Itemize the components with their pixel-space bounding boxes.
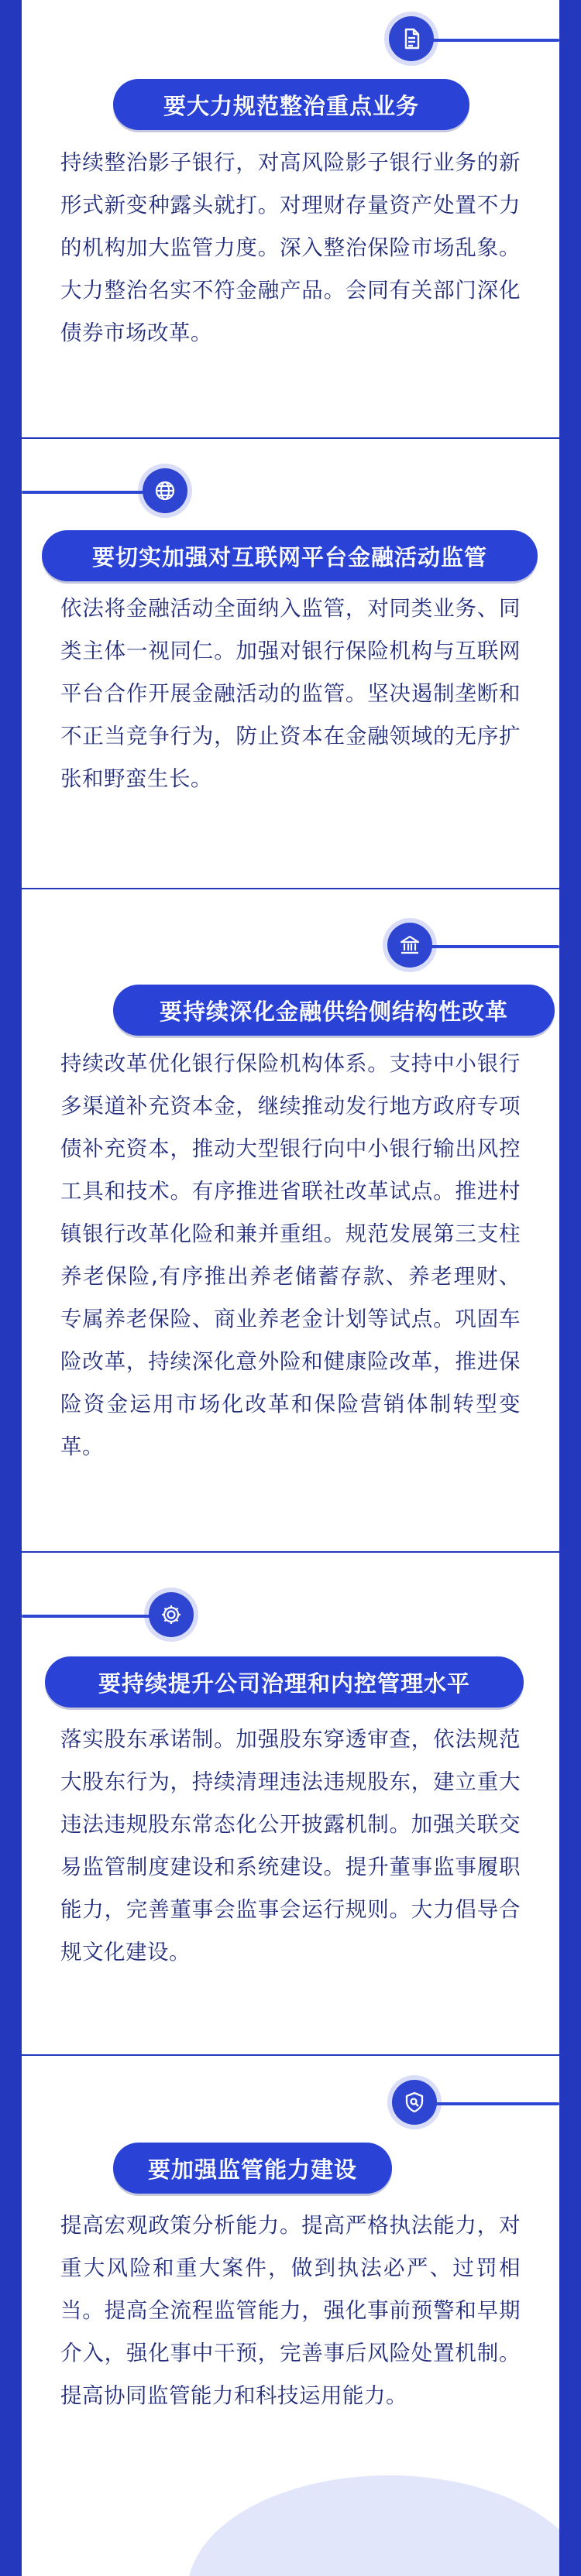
- section-card-1: [22, 0, 559, 437]
- section-card-5: [22, 2056, 559, 2576]
- header-line: [22, 491, 157, 494]
- section-title-2: 要切实加强对互联网平台金融活动监管: [42, 530, 538, 581]
- section-title-5: 要加强监管能力建设: [113, 2143, 392, 2194]
- header-line: [22, 1615, 169, 1618]
- left-border: [0, 0, 22, 2576]
- section-card-4: [22, 1553, 559, 2054]
- gear-icon: [149, 1592, 194, 1637]
- bank-icon: [387, 923, 432, 968]
- section-text-1: 持续整治影子银行，对高风险影子银行业务的新形式新变种露头就打。对理财存量资产处置不力的机构加大监管力度。深入整治保险市场乱象。大力整治名实不符金融产品。会同有关部门深化债券市场改革。: [60, 150, 521, 345]
- section-title-4: 要持续提升公司治理和内控管理水平: [45, 1656, 524, 1708]
- section-card-3: [22, 889, 559, 1551]
- document-icon: [389, 16, 434, 61]
- section-card-2: [22, 439, 559, 888]
- shield-icon: [392, 2080, 437, 2125]
- header-line: [424, 2102, 559, 2105]
- section-text-3: 持续改革优化银行保险机构体系。支持中小银行多渠道补充资本金，继续推动发行地方政府专项债补充资本，推动大型银行向中小银行输出风控工具和技术。有序推进省联社改革试点。推进村镇银行改革化险和兼并重组。规范发展第三支柱养老保险,有序推出养老储蓄存款、养老理财、专属养老保险、商业养老金计划等试点。巩固车险改革，持续深化意外险和健康险改革，推进保险资金运用市场化改革和保险营销体制转型变革。: [60, 1051, 521, 1459]
- right-border: [559, 0, 581, 2576]
- section-text-5: 提高宏观政策分析能力。提高严格执法能力，对重大风险和重大案件，做到执法必严、过罚相当。提高全流程监管能力，强化事前预警和早期介入，强化事中干预，完善事后风险处置机制。提高协同监管能力和科技运用能力。: [60, 2213, 521, 2408]
- section-title-3: 要持续深化金融供给侧结构性改革: [113, 985, 555, 1036]
- section-title-1: 要大力规范整治重点业务: [113, 79, 469, 130]
- section-text-2: 依法将金融活动全面纳入监管，对同类业务、同类主体一视同仁。加强对银行保险机构与互联网平台合作开展金融活动的监管。坚决遏制垄断和不正当竞争行为，防止资本在金融领域的无序扩张和野蛮生长。: [60, 596, 521, 791]
- header-line: [412, 39, 559, 42]
- section-text-4: 落实股东承诺制。加强股东穿透审查，依法规范大股东行为，持续清理违法违规股东，建立重大违法违规股东常态化公开披露机制。加强关联交易监管制度建设和系统建设。提升董事监事履职能力，完善董事会监事会运行规则。大力倡导合规文化建设。: [60, 1727, 521, 1965]
- globe-icon: [143, 468, 187, 513]
- decorative-swoosh: [187, 2475, 559, 2576]
